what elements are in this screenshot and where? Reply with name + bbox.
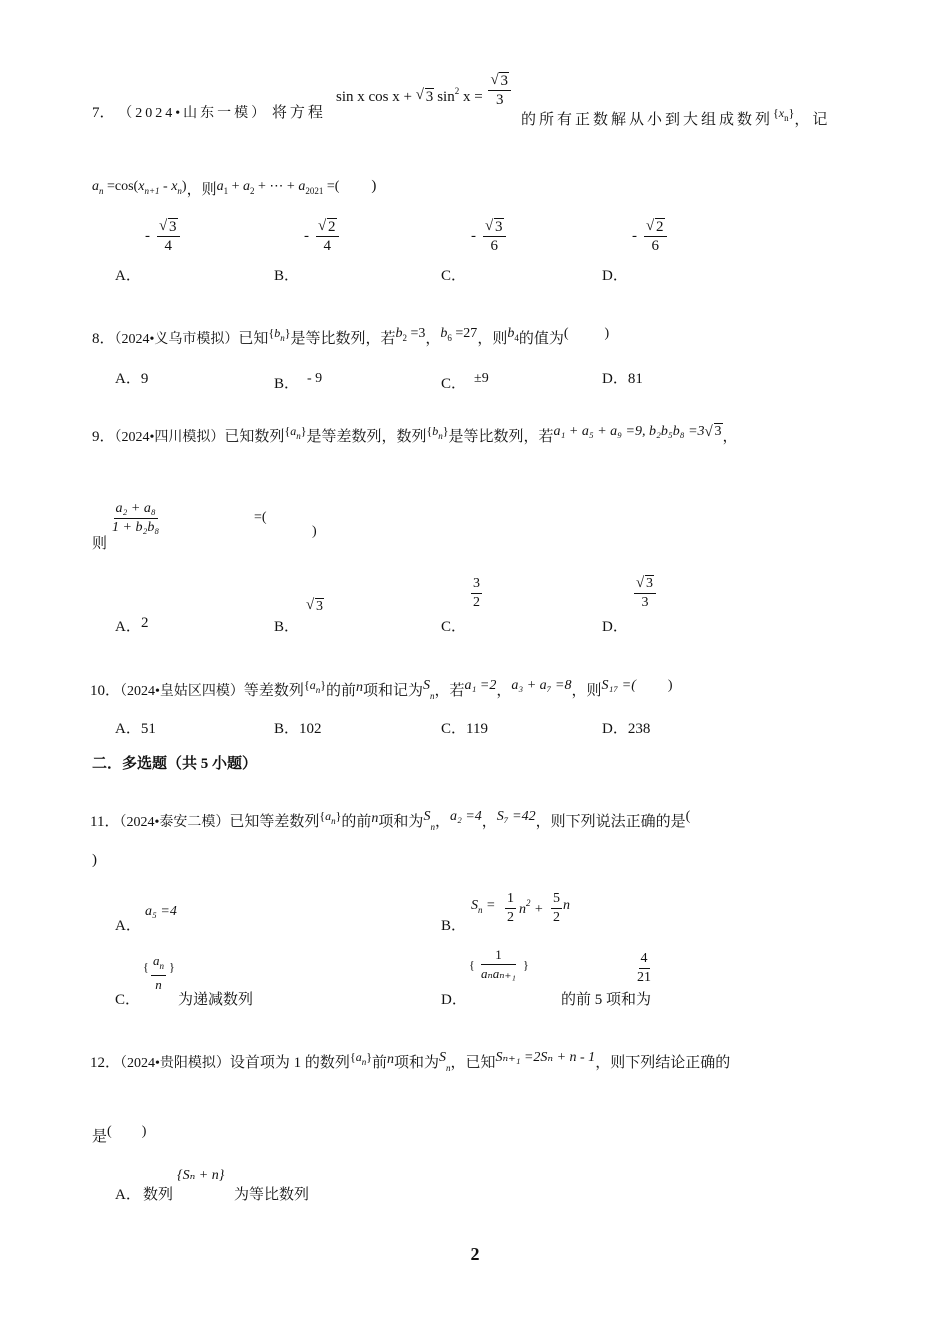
q10-option-d: D．238 (602, 721, 651, 737)
question-7 (92, 103, 326, 124)
question-text: ，记 (794, 112, 831, 128)
section-heading: 二．多选题（共 5 小题） (92, 756, 258, 772)
q8-option-c: C． ±9 (441, 371, 489, 392)
q10-option-c: C．119 (441, 721, 488, 737)
document-page: 7． （2024•山东一模） 将方程 sin x cos x + √ 3 $\sin_2 x$ = √ $\frac{3}{3}$ 的所有正数解从小到大组成数列$^{\{x_n\}}$，记 $a_n =\cos(x_{n+1} - x_n)$，则$a_1 + a_2$ + ⋯ + $a_{2021}$ =( ) A． - √ $\frac{3}{4}$ B． - √ $\frac{2}{4}$ C． - √ $\frac{3}{6}$ D． - √ $\frac{2}{6}$ 8．（2024•义乌市模拟）已知$^{\{b_n\}}$是等比数列，若$b^2 =3$，$b^6 =27$，则$b^4$的值为( ) A．9 B． - 9 C． ±9 D．81 9．（2024•四川模拟）已知数列$^{\{a_n\}}$是等差数列，数列$^{\{b_n\}}$是等比数列，若a₁ + a₅ + a₉ =9, b₂b₅b₈ =3√ 3， 则 $\frac{\text{a₂ + a₈}}{\text{1 + b₂b₈}}$ =( ) A． 2 B． √ 3 C． $\frac{3}{2}$ D． √ $\frac{3}{3}$ 10．（2024•皇姑区四模）等差数列$^{\{a_n\}}$的前n项和记为$S_n$，若a₁ =2，a₃ + a₇ =8，则S₁₇ =( ) A．51 B．102 C．119 D．238 二．多选题（共 5 小题） 11．（2024•泰安二模）已知等差数列$^{\{a_n\}}$的前n项和为$S_n$，a₂ =4，S₇ =42，则下列说法正确的是( ) A． a₅ =4 B． $S_n$ = $\frac{1}{2}$ $n^2$ + $\frac{5}{2}$ n C． { $\frac{a_n}{n}$ } 为递减数列 D． { 1 aₙaₙ₊₁ } 的前 5 项和为 $\frac{4}{21}$ 12．（2024•贵阳模拟）设首项为 1 的数列$^{\{a_n\}}$前n项和为$S_n$，已知Sₙ₊₁ =2Sₙ + n - 1，则下列结论正确的 是( ) A． 数列 {Sₙ + n} 为等比数列 2 (0, 0, 950, 1344)
question-number: 7． (92, 105, 115, 121)
equation-part: sin x cos x + (336, 89, 416, 105)
q10-option-b: B．102 (274, 721, 322, 737)
question-11: 11．（2024•泰安二模）已知等差数列$^{\{a_n\}}$的前n项和为$S_n$，a₂ =4，S₇ =42，则下列说法正确的是( (90, 809, 691, 832)
q8-option-a: A．9 (115, 371, 149, 387)
equation-part: x = (459, 89, 483, 105)
question-text: 将方程 (271, 105, 326, 121)
page-number: 2 (470, 1244, 480, 1264)
superscript: 2 (454, 86, 460, 96)
q7-line2: $a_n =\cos(x_{n+1} - x_n)$，则$a_1 + a_2$ + ⋯ + $a_{2021}$ =( ) (92, 178, 377, 198)
q7-text-cont: 的所有正数解从小到大组成数列$^{\{x_n\}}$，记 (521, 106, 831, 128)
fraction: $\frac{\text{a₂ + a₈}}{\text{1 + b₂b₈}}$ (112, 501, 160, 535)
q8-option-b: B． - 9 (274, 371, 323, 392)
q7-equation (336, 72, 513, 109)
q8-option-d: D．81 (602, 371, 643, 387)
question-9: 9．（2024•四川模拟）已知数列$^{\{a_n\}}$是等差数列，数列$^{\{b_n\}}$是等比数列，若a₁ + a₅ + a₉ =9, b₂b₅b₈ =3√ 3， (92, 421, 738, 448)
q12-line2: 是( ) (92, 1124, 147, 1145)
q10-option-a: A．51 (115, 721, 156, 737)
question-text: 的所有正数解从小到大组成数列 (521, 112, 774, 128)
question-12: 12．（2024•贵阳模拟）设首项为 1 的数列$^{\{a_n\}}$前n项和为$S_n$，已知Sₙ₊₁ =2Sₙ + n - 1，则下列结论正确的 (90, 1050, 731, 1073)
q11-paren-close: ) (92, 852, 97, 868)
fraction: √ $\frac{3}{3}$ (488, 72, 511, 109)
equation-part: sin (437, 89, 455, 105)
question-source: （2024•山东一模） (118, 106, 269, 121)
sqrt: √ 3 (416, 89, 435, 105)
question-10: 10．（2024•皇姑区四模）等差数列$^{\{a_n\}}$的前n项和记为$S_n$，若a₁ =2，a₃ + a₇ =8，则S₁₇ =( ) (90, 678, 673, 701)
question-8: 8．（2024•义乌市模拟）已知$^{\{b_n\}}$是等比数列，若$b^2 =3$，$b^6 =27$，则$b^4$的值为( ) (92, 326, 610, 347)
